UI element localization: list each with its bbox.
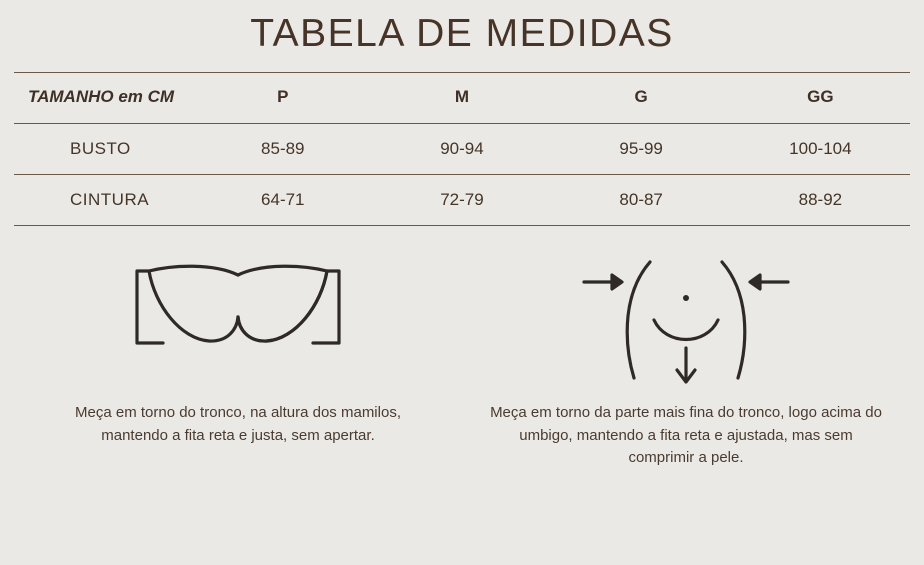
guide-waist — [462, 256, 910, 470]
table-header-row — [14, 73, 910, 124]
cell-busto-p: 85-89 — [193, 124, 372, 175]
cell-busto-gg: 100-104 — [731, 124, 910, 175]
size-table-container — [14, 72, 910, 226]
row-label-cintura: CINTURA — [14, 175, 193, 226]
table-header-col-m: M — [372, 73, 551, 124]
table-header-col-g: G — [552, 73, 731, 124]
cell-cintura-g: 80-87 — [552, 175, 731, 226]
page-title: TABELA DE MEDIDAS — [250, 12, 674, 55]
table-header-size-label: TAMANHO em CM — [14, 73, 193, 124]
table-body — [14, 124, 910, 226]
cell-busto-g: 95-99 — [552, 124, 731, 175]
waist-torso-icon — [576, 256, 796, 386]
guide-bust-caption: Meça em torno do tronco, na altura dos mamilos, mantendo a fita reta e justa, sem apertar. — [75, 404, 401, 444]
table-row — [14, 124, 910, 175]
bust-bra-icon — [133, 256, 343, 386]
guide-bust — [14, 256, 462, 470]
cell-busto-m: 90-94 — [372, 124, 551, 175]
size-table — [14, 72, 910, 226]
cell-cintura-gg: 88-92 — [731, 175, 910, 226]
table-header — [14, 73, 910, 124]
table-header-col-p: P — [193, 73, 372, 124]
table-header-col-gg: GG — [731, 73, 910, 124]
measurement-guides — [0, 256, 924, 470]
cell-cintura-p: 64-71 — [193, 175, 372, 226]
cell-cintura-m: 72-79 — [372, 175, 551, 226]
table-row — [14, 175, 910, 226]
row-label-busto: BUSTO — [14, 124, 193, 175]
guide-waist-caption: Meça em torno da parte mais fina do tronco, logo acima do umbigo, mantendo a fita reta e ajustada, mas sem comprimir a pele. — [490, 404, 882, 466]
